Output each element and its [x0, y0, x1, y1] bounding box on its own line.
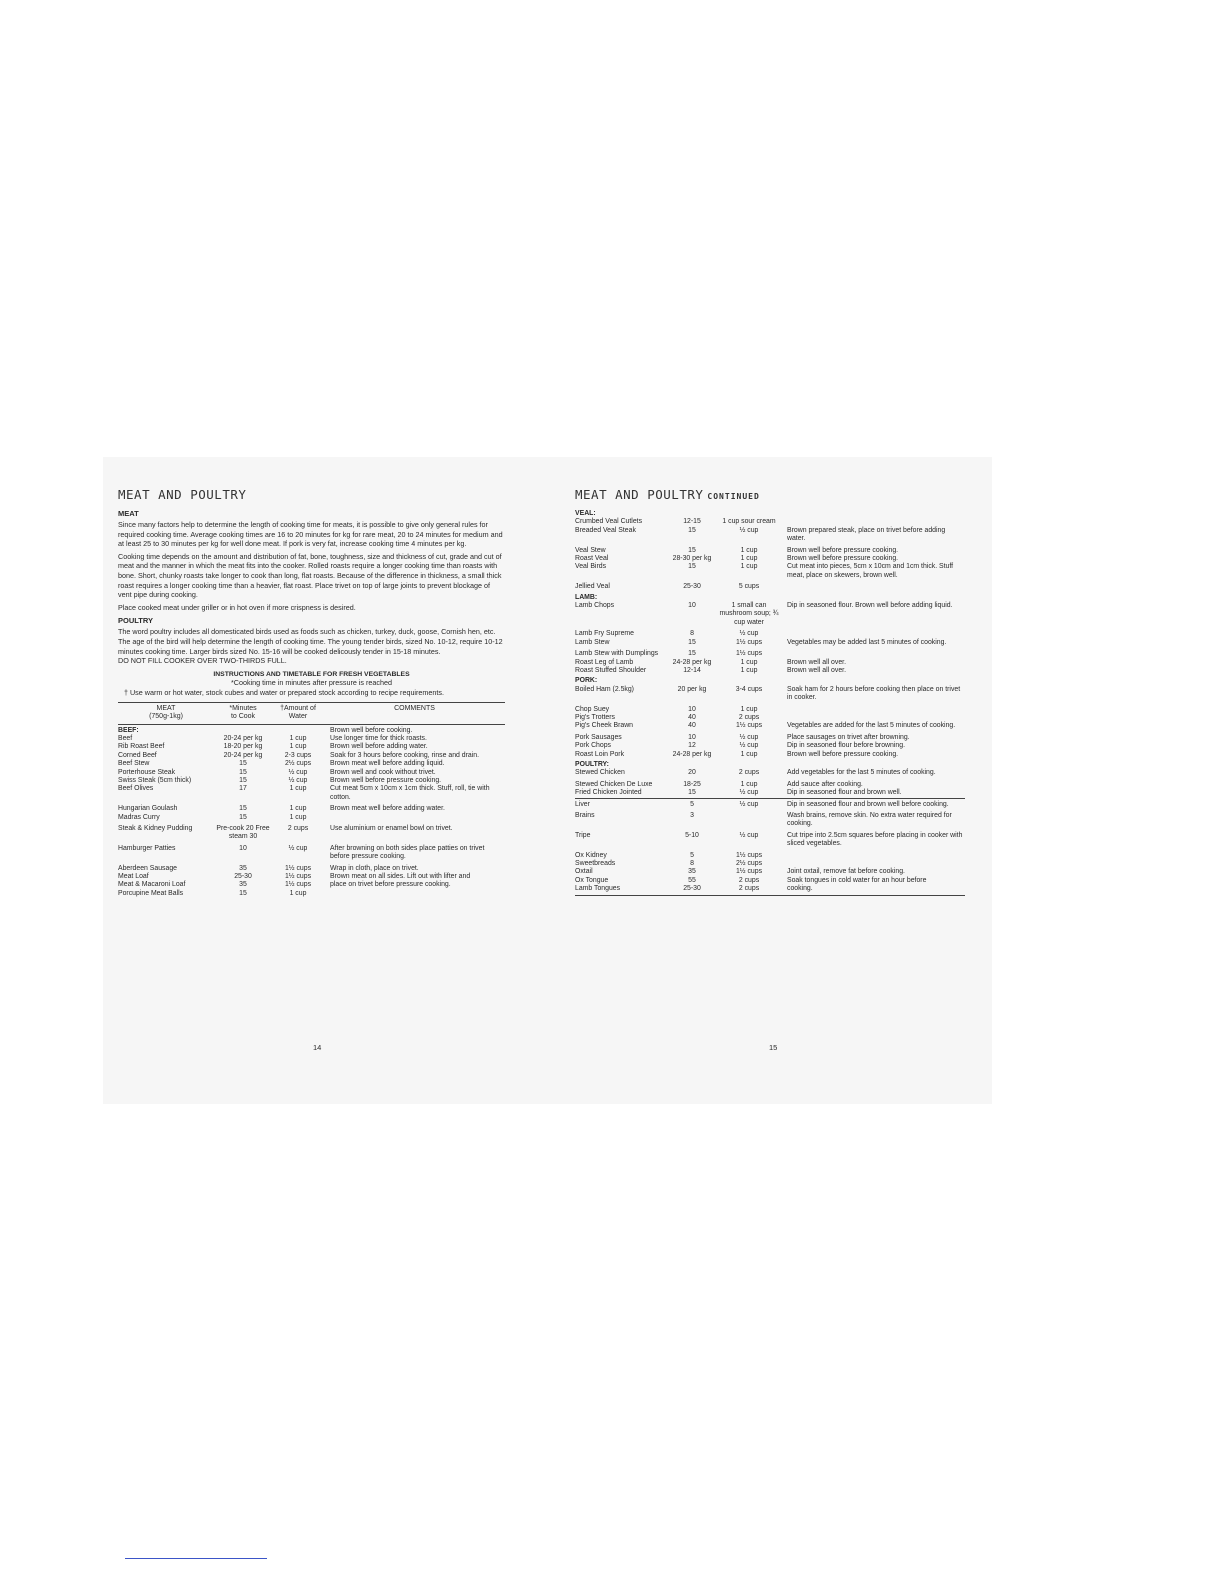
row-cook-minutes: 40	[688, 713, 696, 721]
row-item-name: Brains	[575, 812, 595, 819]
table-row	[118, 873, 505, 881]
row-cook-minutes: 20 per kg	[677, 685, 707, 693]
row-water-amount: 1 cup	[740, 705, 758, 713]
row-item-name: Swiss Steak (5cm thick)	[118, 776, 192, 784]
row-cook-minutes: 15	[688, 563, 696, 571]
meat-timetable	[118, 702, 505, 899]
table-row	[118, 890, 505, 898]
row-cook-minutes: Pre-cook 20 Free steam 30	[216, 825, 270, 841]
column-header-comments: COMMENTS	[324, 702, 505, 724]
row-item-name: Pork Sausages	[575, 733, 622, 741]
row-cook-minutes: 12	[688, 742, 696, 750]
row-water-amount: 1 cup	[740, 555, 758, 563]
row-cook-minutes: 5-10	[685, 831, 699, 839]
row-comment: Soak for 3 hours before cooking, rinse and drain.	[330, 751, 480, 759]
title-text: MEAT AND POULTRY	[575, 487, 704, 502]
row-water-amount: ½ cup	[739, 526, 759, 534]
page-title-continued	[575, 487, 965, 505]
row-water-amount	[717, 809, 781, 829]
row-item-name: Porterhouse Steak	[118, 768, 176, 776]
table-row	[575, 742, 965, 750]
row-comment: Dip in seasoned flour and brown well before cooking.	[781, 798, 965, 809]
table-row	[575, 602, 965, 627]
table-row	[118, 814, 505, 822]
table-row	[575, 751, 965, 759]
row-water-amount: 2 cups	[738, 769, 760, 777]
row-cook-minutes: 12-14	[683, 666, 701, 674]
row-comment: Brown meat well before adding liquid.	[330, 760, 445, 768]
row-water-amount: 1 cup	[289, 813, 307, 821]
meat-timetable-body	[118, 724, 505, 898]
row-water-amount: 1 cup	[289, 889, 307, 897]
instructions-note-2: † Use warm or hot water, stock cubes and water or prepared stock according to recipe requirements.	[124, 687, 444, 697]
row-cook-minutes: 10	[239, 844, 247, 852]
row-cook-minutes: 17	[239, 785, 247, 793]
row-comment: Brown well all over.	[787, 658, 846, 666]
row-comment: Dip in seasoned flour. Brown well before adding liquid.	[787, 602, 953, 610]
row-item-name: Roast Veal	[575, 555, 609, 563]
row-comment: Vegetables are added for the last 5 minutes of cooking.	[787, 722, 956, 730]
table-row	[575, 527, 965, 544]
table-row	[118, 777, 505, 785]
table-row	[575, 731, 965, 742]
row-item-name: Veal Stew	[575, 546, 606, 554]
row-item-name: Madras Curry	[118, 813, 160, 821]
row-water-amount: 2 cups	[738, 876, 760, 884]
title-suffix: CONTINUED	[707, 492, 760, 501]
row-comment: Soak ham for 2 hours before cooking then place on trivet in cooker.	[787, 685, 961, 702]
row-item-name: Pig's Cheek Brawn	[575, 722, 633, 730]
row-item-name: Lamb Fry Supreme	[575, 630, 634, 638]
table-row	[575, 789, 965, 798]
section-label: LAMB:	[575, 593, 598, 601]
row-water-amount: 1 cup	[740, 666, 758, 674]
section-label: PORK:	[575, 677, 598, 685]
row-comment: Brown well before pressure cooking.	[787, 555, 899, 563]
row-comment: Wash brains, remove skin. No extra water required for cooking.	[787, 812, 952, 828]
row-water-amount: 1½ cups	[735, 650, 763, 658]
row-comment: Brown prepared steak, place on trivet before adding water.	[787, 526, 946, 543]
row-item-name: Lamb Stew with Dumplings	[575, 650, 659, 658]
row-item-name: Ox Kidney	[575, 851, 607, 859]
row-cook-minutes: 35	[688, 868, 696, 876]
row-cook-minutes: 18-20 per kg	[223, 743, 263, 751]
row-cook-minutes: 28-30 per kg	[672, 555, 712, 563]
table-row	[575, 877, 965, 885]
row-water-amount: ½ cup	[717, 798, 781, 809]
section-label: VEAL:	[575, 510, 596, 517]
row-water-amount: 3-4 cups	[735, 685, 763, 693]
row-item-name: Porcupine Meat Balls	[118, 889, 184, 897]
row-cook-minutes: 25-30	[234, 873, 252, 881]
table-row	[575, 647, 965, 658]
row-cook-minutes: 15	[688, 638, 696, 646]
row-comment	[781, 860, 965, 868]
row-cook-minutes: 15	[688, 650, 696, 658]
row-item-name: Lamb Tongues	[575, 885, 667, 895]
row-item-name: Pork Chops	[575, 742, 612, 750]
row-water-amount: 1 cup	[289, 743, 307, 751]
column-header-water: †Amount of Water	[272, 702, 324, 724]
row-item-name: Roast Stuffed Shoulder	[575, 666, 647, 674]
row-water-amount: 1½ cups	[735, 851, 763, 859]
page-number: 15	[769, 1043, 778, 1052]
table-row	[575, 555, 965, 563]
row-comment	[781, 580, 965, 591]
row-item-name: Fried Chicken Jointed	[575, 789, 642, 797]
table-row	[575, 714, 965, 722]
row-comment	[324, 814, 505, 822]
table-row	[575, 667, 965, 675]
row-comment: Brown well before pressure cooking.	[330, 776, 442, 784]
row-cook-minutes: 10	[688, 705, 696, 713]
table-row	[575, 627, 965, 638]
page-title: MEAT AND POULTRY	[118, 487, 247, 502]
section-row-beef: BEEF: Brown well before cooking.	[118, 726, 413, 734]
row-cook-minutes: 15	[239, 813, 247, 821]
row-item-name: Lamb Chops	[575, 602, 615, 610]
row-cook-minutes: 5	[690, 851, 694, 859]
row-cook-minutes: 15	[239, 768, 247, 776]
table-row	[118, 802, 505, 813]
row-water-amount: 1½ cups	[735, 868, 763, 876]
table-row	[575, 829, 965, 849]
table-row	[575, 798, 965, 809]
column-header-minutes: *Minutes to Cook	[214, 702, 272, 724]
table-row	[118, 862, 505, 873]
row-item-name: Jellied Veal	[575, 583, 610, 591]
row-cook-minutes: 3	[690, 812, 694, 819]
meat-paragraph-1: Since many factors help to determine the length of cooking time for meats, it is possible to give only general rules for required cooking time. Average cooking times are 16 to 20 minutes for kg for rare meat, 20 to 24 minutes for medium and at least 25 to 30 minutes per kg for well done meat. If pork is very fat, increase cooking time 4 minutes per kg.	[118, 520, 503, 549]
row-item-name: Oxtail	[575, 868, 593, 876]
row-water-amount: 1 cup	[740, 750, 758, 758]
row-comment	[781, 849, 965, 860]
row-comment: Joint oxtail, remove fat before cooking.	[787, 868, 905, 876]
row-item-name: Tripe	[575, 831, 591, 839]
table-row	[575, 580, 965, 591]
row-water-amount: ½ cup	[288, 844, 308, 852]
row-cook-minutes: 18-25	[683, 780, 701, 788]
row-comment: Brown well before pressure cooking.	[787, 546, 899, 554]
table-row	[575, 563, 965, 580]
row-item-name: Roast Loin Pork	[575, 750, 625, 758]
meat-heading: MEAT	[118, 509, 139, 518]
table-row	[118, 735, 505, 743]
row-item-name: Ox Tongue	[575, 876, 609, 884]
row-comment: Brown meat on all sides. Lift out with lifter and	[330, 873, 471, 881]
table-row	[575, 860, 965, 868]
row-comment: Dip in seasoned flour before browning.	[787, 742, 905, 750]
table-row	[575, 544, 965, 555]
row-water-amount: ½ cup	[739, 742, 759, 750]
row-water-amount: 1 cup	[289, 805, 307, 813]
row-cook-minutes: 20	[688, 769, 696, 777]
meat-paragraph-3: Place cooked meat under griller or in hot oven if more crispness is desired.	[118, 602, 356, 612]
row-cook-minutes: 10	[688, 602, 696, 610]
row-water-amount: 1½ cups	[284, 864, 312, 872]
row-water-amount: ½ cup	[288, 768, 308, 776]
row-comment: Use aluminium or enamel bowl on trivet.	[330, 825, 453, 832]
row-item-name: Boiled Ham (2.5kg)	[575, 685, 634, 693]
row-item-name: Hungarian Goulash	[118, 805, 178, 813]
row-comment	[781, 518, 965, 526]
row-cook-minutes: 10	[688, 733, 696, 741]
row-item-name: Beef	[118, 734, 133, 742]
row-water-amount: 1 cup	[740, 563, 758, 571]
row-water-amount: 1½ cups	[284, 881, 312, 889]
row-cook-minutes: 24-28 per kg	[672, 750, 712, 758]
row-water-amount: 1½ cups	[735, 722, 763, 730]
row-comment: Wrap in cloth, place on trivet.	[330, 864, 419, 872]
table-row	[575, 518, 965, 526]
row-item-name: Liver	[575, 798, 667, 809]
table-row	[575, 686, 965, 703]
row-comment: place on trivet before pressure cooking.	[330, 881, 451, 889]
row-water-amount: 2 cups	[738, 713, 760, 721]
row-item-name: Crumbed Veal Cutlets	[575, 518, 643, 526]
row-water-amount: 1 cup	[740, 546, 758, 554]
table-row	[118, 752, 505, 760]
column-header-meat: MEAT (750g-1kg)	[118, 702, 214, 724]
row-item-name: Chop Suey	[575, 705, 610, 713]
row-cook-minutes: 20-24 per kg	[223, 734, 263, 742]
row-item-name: Sweetbreads	[575, 860, 616, 868]
table-row	[575, 868, 965, 876]
table-row	[118, 822, 505, 842]
row-water-amount: 2½ cups	[284, 760, 312, 768]
row-cook-minutes: 55	[688, 876, 696, 884]
row-comment: Brown well and cook without trivet.	[330, 768, 436, 776]
row-water-amount: 2 cups	[717, 885, 781, 895]
row-comment: Soak tongues in cold water for an hour before	[787, 876, 927, 884]
row-item-name: Corned Beef	[118, 751, 157, 759]
instructions-heading: INSTRUCTIONS AND TIMETABLE FOR FRESH VEGETABLES	[213, 670, 410, 678]
table-row	[575, 769, 965, 777]
row-item-name: Stewed Chicken De Luxe	[575, 780, 653, 788]
row-water-amount: ½ cup	[739, 733, 759, 741]
table-row	[575, 809, 965, 829]
row-water-amount: 1 cup	[740, 780, 758, 788]
row-cook-minutes: 5	[667, 798, 717, 809]
table-row	[118, 785, 505, 802]
row-water-amount: 1 small can mushroom soup; ¾ cup water	[719, 602, 779, 626]
row-item-name: Aberdeen Sausage	[118, 864, 178, 872]
table-row	[118, 842, 505, 862]
row-comment: cooking.	[781, 885, 965, 895]
row-item-name: Roast Leg of Lamb	[575, 658, 634, 666]
row-item-name: Beef Stew	[118, 760, 150, 768]
row-item-name: Breaded Veal Steak	[575, 526, 636, 534]
row-comment: Cut meat into pieces, 5cm x 10cm and 1cm thick. Stuff meat, place on skewers, brown well.	[787, 563, 954, 579]
row-item-name: Beef Olives	[118, 785, 154, 793]
poultry-paragraph-2: DO NOT FILL COOKER OVER TWO-THIRDS FULL.	[118, 656, 287, 666]
row-comment: Cut tripe into 2.5cm squares before placing in cooker with sliced vegetables.	[787, 831, 963, 848]
table-row	[575, 703, 965, 714]
row-cook-minutes: 15	[688, 526, 696, 534]
row-cook-minutes: 40	[688, 722, 696, 730]
row-water-amount: 1 cup	[740, 658, 758, 666]
table-row	[575, 885, 965, 895]
row-item-name: Hamburger Patties	[118, 844, 176, 852]
row-cook-minutes: 24-28 per kg	[672, 658, 712, 666]
row-cook-minutes: 15	[239, 805, 247, 813]
row-cook-minutes: 15	[239, 889, 247, 897]
row-comment	[781, 703, 965, 714]
row-cook-minutes: 20-24 per kg	[223, 751, 263, 759]
row-cook-minutes: 8	[690, 860, 694, 868]
row-item-name: Meat Loaf	[118, 873, 149, 881]
page-number: 14	[313, 1043, 322, 1052]
page-left	[118, 457, 505, 1104]
link-underline	[125, 1558, 267, 1559]
row-cook-minutes: 8	[690, 630, 694, 638]
row-comment: Dip in seasoned flour and brown well.	[787, 789, 902, 797]
section-label: POULTRY:	[575, 760, 609, 768]
table-row	[118, 769, 505, 777]
row-water-amount: ½ cup	[739, 630, 759, 638]
row-water-amount: 2 cups	[287, 825, 309, 832]
row-comment	[781, 714, 965, 722]
row-cook-minutes: 15	[688, 546, 696, 554]
section-row-veal	[575, 508, 965, 518]
row-item-name: Pig's Trotters	[575, 713, 615, 721]
poultry-paragraph-1: The word poultry includes all domesticated birds used as foods such as chicken, turkey, duck, goose, Cornish hen, etc. The age of the bird will help determine the length of cooking time. The young tender birds, sized No. 10-12, require 10-12 minutes cooking time. Larger birds sized No. 15-16 will be cooked delicously tender in 15-18 minutes.	[118, 627, 503, 656]
row-water-amount: ½ cup	[288, 776, 308, 784]
row-cook-minutes: 35	[239, 864, 247, 872]
row-cook-minutes: 15	[239, 776, 247, 784]
row-comment: Add sauce after cooking.	[787, 780, 863, 788]
row-water-amount: 2-3 cups	[284, 751, 312, 759]
row-water-amount: 1 cup sour cream	[722, 518, 776, 526]
section-row-lamb	[575, 592, 965, 602]
table-row	[575, 778, 965, 789]
row-water-amount: 1 cup	[289, 785, 307, 793]
row-cook-minutes: 25-30	[667, 885, 717, 895]
table-row	[118, 760, 505, 768]
meat-timetable-continued	[575, 508, 965, 896]
row-water-amount: ½ cup	[739, 831, 759, 839]
row-cook-minutes: 12-15	[683, 518, 701, 526]
table-row	[575, 849, 965, 860]
row-comment: Use longer time for thick roasts.	[330, 734, 427, 742]
row-cook-minutes: 15	[239, 760, 247, 768]
row-comment	[781, 627, 965, 638]
row-item-name: Lamb Stew	[575, 638, 610, 646]
row-water-amount: 5 cups	[738, 583, 760, 591]
row-comment: Brown well before adding water.	[330, 743, 428, 751]
row-item-name: Rib Roast Beef	[118, 743, 165, 751]
row-water-amount: 1½ cups	[284, 873, 312, 881]
row-comment: Brown well before pressure cooking.	[787, 750, 899, 758]
table-row	[575, 639, 965, 647]
row-comment: Brown well all over.	[787, 666, 846, 674]
row-item-name: Meat & Macaroni Loaf	[118, 881, 186, 889]
table-row	[118, 743, 505, 751]
section-row-poultry	[575, 759, 965, 769]
row-comment: Vegetables may be added last 5 minutes of cooking.	[787, 638, 947, 646]
table-row	[575, 659, 965, 667]
meat-paragraph-2: Cooking time depends on the amount and distribution of fat, bone, toughness, size and thickness of cut, grade and cut of meat and the manner in which the meat fits into the cooker. Rolled roasts require a longer cooking time than roasts with bone. Short, chunky roasts take longer to cook than long, flat roasts. Because of the difference in thickness, a small thick roast requires a longer cooking time than a heavier, flat roast. Place trivet on top of large joints to prevent blockage of vent pipe during cooking.	[118, 551, 502, 600]
row-water-amount: ½ cup	[739, 789, 759, 797]
row-comment: After browning on both sides place patties on trivet before pressure cooking.	[330, 844, 485, 861]
table-row	[118, 881, 505, 889]
section-row-pork	[575, 675, 965, 685]
row-item-name: Veal Birds	[575, 563, 607, 571]
meat-timetable-continued-body	[575, 508, 965, 895]
instructions-note-1: *Cooking time in minutes after pressure is reached	[231, 677, 392, 687]
row-comment: Add vegetables for the last 5 minutes of cooking.	[787, 769, 936, 777]
row-comment: Place sausages on trivet after browning.	[787, 733, 910, 741]
row-cook-minutes: 35	[239, 881, 247, 889]
page-right	[575, 457, 965, 1104]
booklet-spread	[103, 457, 992, 1104]
row-comment: Cut meat 5cm x 10cm x 1cm thick. Stuff, roll, tie with cotton.	[330, 785, 490, 801]
row-cook-minutes: 15	[688, 789, 696, 797]
row-comment: Brown meat well before adding water.	[330, 805, 445, 813]
poultry-heading: POULTRY	[118, 616, 153, 626]
row-water-amount: 2½ cups	[735, 860, 763, 868]
row-water-amount: 1 cup	[289, 734, 307, 742]
row-cook-minutes: 25-30	[683, 583, 701, 591]
row-comment	[781, 647, 965, 658]
row-item-name: Stewed Chicken	[575, 769, 625, 777]
row-water-amount: 1½ cups	[735, 638, 763, 646]
row-comment	[324, 890, 505, 898]
row-item-name: Steak & Kidney Pudding	[118, 825, 193, 832]
table-row	[575, 722, 965, 730]
